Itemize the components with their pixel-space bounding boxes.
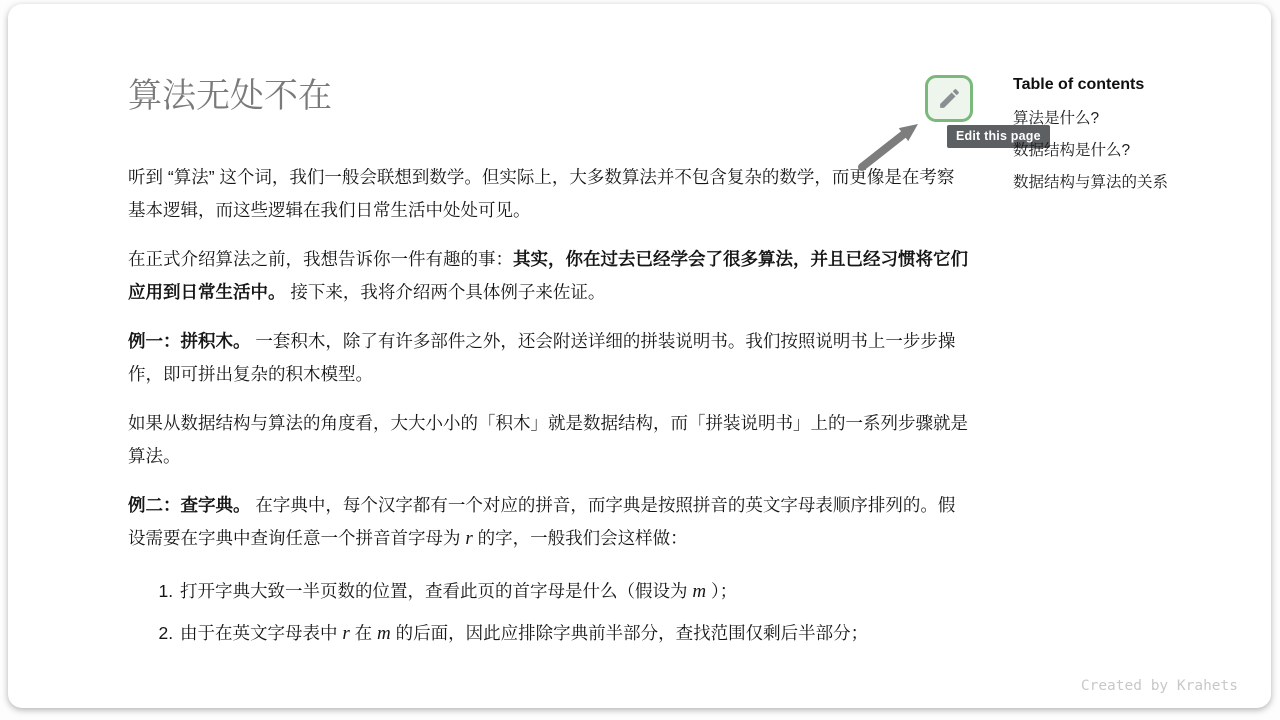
text-run: 在 — [349, 623, 378, 644]
text-run: 由于在英文字母表中 — [180, 623, 343, 644]
list-item — [178, 575, 970, 608]
article-body — [128, 161, 970, 650]
toc-title: Table of contents — [1013, 76, 1145, 93]
toc-item-2[interactable]: 数据结构与算法的关系 — [1013, 174, 1169, 191]
list-item — [178, 617, 970, 650]
ordered-list — [128, 575, 970, 650]
paragraph — [128, 489, 970, 555]
pencil-icon — [937, 86, 962, 111]
bold-text: 例二：查字典。 — [128, 495, 251, 516]
text-run: 在字典中，每个汉字都有一个对应的拼音，而字典是按照拼音的英文字母表顺序排列的。假设需要在字典中查询任意一个拼音首字母为 — [128, 495, 956, 549]
text-run: 打开字典大致一半页数的位置，查看此页的首字母是什么（假设为 — [180, 581, 693, 602]
paragraph — [128, 243, 970, 309]
paragraph — [128, 407, 970, 473]
text-run: 的后面，因此应排除字典前半部分，查找范围仅剩后半部分； — [390, 623, 869, 644]
credit-text: Created by Krahets — [1080, 678, 1238, 694]
text-run: 如果从数据结构与算法的角度看，大大小小的「积木」就是数据结构，而「拼装说明书」上的一系列步骤就是算法。 — [128, 413, 968, 467]
table-of-contents — [1013, 76, 1253, 205]
text-run: 的字，一般我们会这样做： — [472, 528, 688, 549]
math-variable: m — [377, 623, 391, 645]
edit-tooltip: Edit this page — [947, 125, 1050, 148]
paragraph — [128, 161, 970, 227]
text-run: 听到 “算法” 这个词，我们一般会联想到数学。但实际上，大多数算法并不包含复杂的数学，而更像是在考察基本逻辑，而这些逻辑在我们日常生活中处处可见。 — [128, 167, 955, 221]
article — [128, 4, 970, 659]
toc-list — [1013, 109, 1253, 192]
bold-text: 其实，你在过去已经学会了很多算法，并且已经习惯将它们应用到日常生活中。 — [128, 249, 968, 303]
math-variable: r — [465, 528, 473, 550]
math-variable: m — [692, 581, 707, 603]
text-run: 一套积木，除了有许多部件之外，还会附送详细的拼装说明书。我们按照说明书上一步步操作，即可拼出复杂的积木模型。 — [128, 331, 956, 385]
page-title: 算法无处不在 — [128, 77, 332, 115]
annotation-arrow-icon — [848, 114, 938, 184]
page-card — [8, 4, 1271, 708]
bold-text: 例一：拼积木。 — [128, 331, 251, 352]
toc-item-1[interactable]: 数据结构是什么? — [1013, 142, 1131, 159]
text-run: ）； — [706, 581, 738, 602]
math-variable: r — [342, 623, 350, 645]
text-run: 接下来，我将介绍两个具体例子来佐证。 — [285, 282, 606, 303]
toc-item-0[interactable]: 算法是什么? — [1013, 110, 1100, 127]
text-run: 在正式介绍算法之前，我想告诉你一件有趣的事： — [128, 249, 513, 270]
paragraph — [128, 325, 970, 391]
